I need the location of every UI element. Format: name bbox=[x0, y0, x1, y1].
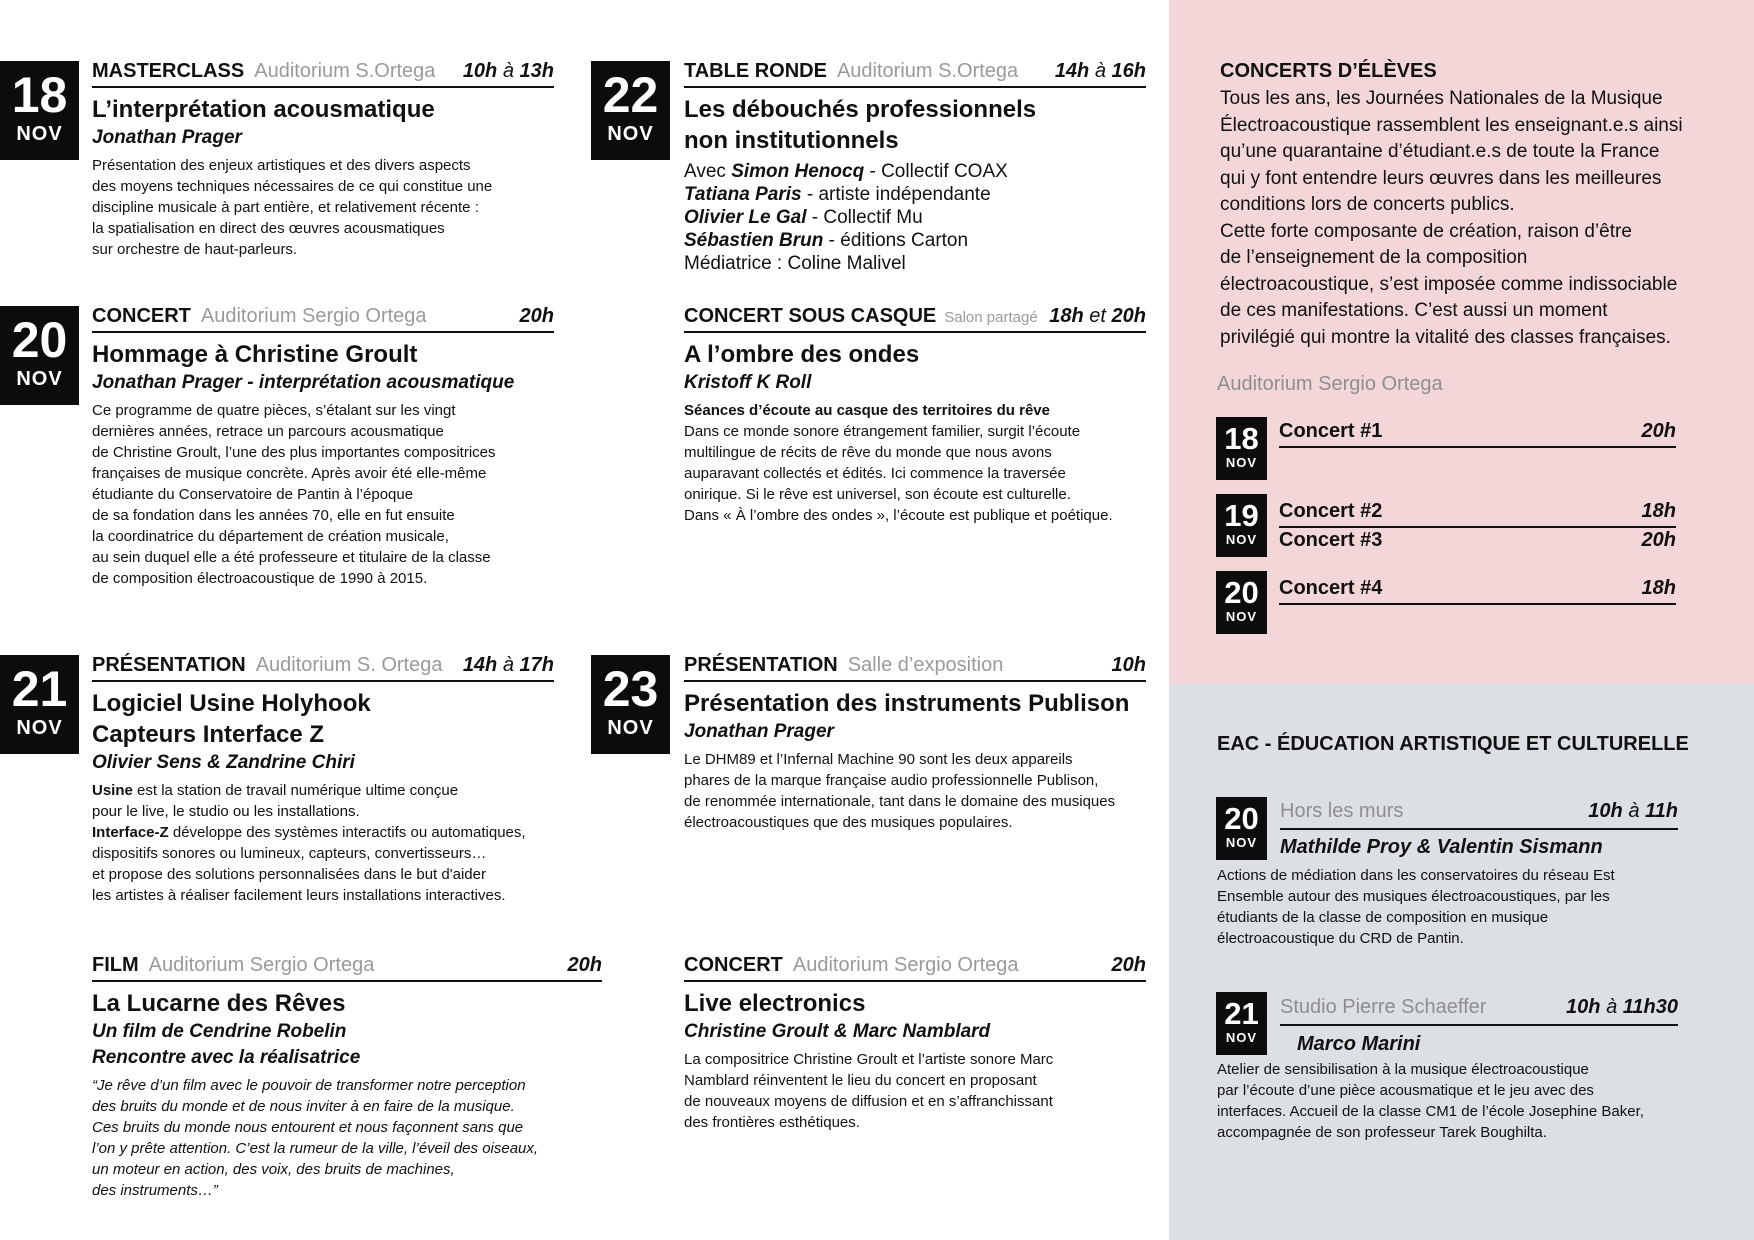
date-month: NOV bbox=[16, 123, 63, 145]
date-badge bbox=[0, 306, 79, 405]
event-quote bbox=[92, 1075, 602, 1201]
description-line: Dans « À l’ombre des ondes », l’écoute est publique et poétique. bbox=[684, 507, 1113, 524]
event-concert-hommage bbox=[92, 305, 554, 589]
event-header bbox=[92, 60, 554, 88]
description-line: discipline musicale à part entière, et relativement récente : bbox=[92, 199, 479, 216]
event-type: MASTERCLASS bbox=[92, 60, 245, 82]
event-subtitle: Olivier Sens & Zandrine Chiri bbox=[92, 752, 355, 773]
description-line: accompagnée de son professeur Tarek Boughilta. bbox=[1217, 1124, 1547, 1141]
quote-line: des bruits du monde et de nous inviter à en faire de la musique. bbox=[92, 1098, 515, 1115]
date-month: NOV bbox=[1225, 532, 1258, 547]
event-location: Auditorium Sergio Ortega bbox=[148, 954, 375, 976]
concert-name: Concert #4 bbox=[1279, 577, 1383, 599]
guest-item bbox=[684, 252, 1146, 275]
event-title: Hommage à Christine Groult bbox=[92, 341, 418, 368]
time-end: 13h bbox=[519, 60, 554, 82]
quote-line: un moteur en action, des voix, des bruits de machines, bbox=[92, 1161, 455, 1178]
date-month: NOV bbox=[607, 123, 654, 145]
event-title bbox=[684, 94, 1146, 156]
description-text: les artistes à réaliser facilement leurs installations interactives. bbox=[92, 887, 506, 904]
quote-line: l’on y prête attention. C’est la rumeur de la ville, l’éveil des oiseaux, bbox=[92, 1140, 539, 1157]
description-line: des frontières esthétiques. bbox=[684, 1114, 860, 1131]
date-badge bbox=[1216, 494, 1267, 557]
description-line: électroacoustique du CRD de Pantin. bbox=[1217, 930, 1464, 947]
event-concert-live bbox=[684, 954, 1146, 1133]
description-line: auparavant collectés et édités. Ici commence la traversée bbox=[684, 465, 1066, 482]
description-line: de sa fondation dans les années 70, elle en fut ensuite bbox=[92, 507, 455, 524]
students-description bbox=[1220, 86, 1730, 351]
event-type: FILM bbox=[92, 954, 139, 976]
event-description bbox=[684, 1049, 1146, 1133]
description-line: Le DHM89 et l’Infernal Machine 90 sont les deux appareils bbox=[684, 751, 1073, 768]
quote-line: des instruments…” bbox=[92, 1182, 218, 1199]
guest-affiliation: - Collectif COAX bbox=[864, 161, 1008, 182]
eac-time bbox=[1588, 800, 1678, 823]
event-description bbox=[92, 780, 592, 906]
description-line: Tous les ans, les Journées Nationales de la Musique bbox=[1220, 88, 1663, 109]
description-line: qu’une quarantaine d’étudiant.e.s de toute la France bbox=[1220, 141, 1660, 162]
quote-line: “Je rêve d’un film avec le pouvoir de transformer notre perception bbox=[92, 1077, 526, 1094]
time-connector: à bbox=[502, 60, 514, 82]
event-subtitle: Christine Groult & Marc Namblard bbox=[684, 1021, 991, 1042]
event-time: 10h bbox=[1111, 654, 1146, 676]
time-end: 16h bbox=[1111, 60, 1146, 82]
description-line: Présentation des enjeux artistiques et des divers aspects bbox=[92, 157, 471, 174]
event-location: Auditorium Sergio Ortega bbox=[200, 305, 427, 327]
concert-time: 18h bbox=[1641, 577, 1676, 599]
description-line: de renommée internationale, tant dans le domaine des musiques bbox=[684, 793, 1116, 810]
description-line: électroacoustiques que des musiques populaires. bbox=[684, 814, 1013, 831]
description-line bbox=[92, 780, 592, 801]
event-header bbox=[684, 954, 1146, 982]
students-location: Auditorium Sergio Ortega bbox=[1217, 373, 1443, 395]
eac-section-title: EAC - ÉDUCATION ARTISTIQUE ET CULTURELLE bbox=[1217, 733, 1689, 755]
description-line: onirique. Si le rêve est universel, son écoute est culturelle. bbox=[684, 486, 1071, 503]
date-badge bbox=[1216, 797, 1267, 860]
title-line: Les débouchés professionnels bbox=[684, 96, 1037, 123]
date-day: 22 bbox=[602, 67, 659, 123]
guest-name: Sébastien Brun bbox=[684, 230, 824, 251]
description-line: multilingue de récits de rêve du monde que nous avons bbox=[684, 444, 1052, 461]
date-day: 20 bbox=[1224, 801, 1259, 836]
event-location: Auditorium S. Ortega bbox=[255, 654, 443, 676]
moderator: Médiatrice : Coline Malivel bbox=[684, 253, 906, 274]
description-line bbox=[92, 843, 592, 864]
eac-item-header bbox=[1280, 996, 1678, 1026]
time-end: 11h30 bbox=[1622, 996, 1678, 1018]
event-description bbox=[92, 155, 554, 260]
description-line: Dans ce monde sonore étrangement familier, surgit l’écoute bbox=[684, 423, 1081, 440]
event-time bbox=[1055, 60, 1146, 83]
date-day: 21 bbox=[11, 661, 68, 717]
eac-item-header bbox=[1280, 800, 1678, 830]
guest-affiliation: - artiste indépendante bbox=[801, 184, 991, 205]
date-badge bbox=[0, 61, 79, 160]
eac-time bbox=[1566, 996, 1678, 1019]
event-description bbox=[684, 400, 1146, 526]
guest-name: Olivier Le Gal bbox=[684, 207, 807, 228]
event-table-ronde bbox=[684, 60, 1146, 275]
description-line: françaises de musique concrète. Après avoir été elle-même bbox=[92, 465, 487, 482]
description-text: et propose des solutions personnalisées dans le but d'aider bbox=[92, 866, 486, 883]
description-lead: Séances d’écoute au casque des territoires du rêve bbox=[684, 402, 1050, 419]
event-description bbox=[92, 400, 554, 589]
time-start: 10h bbox=[462, 60, 498, 82]
description-line: au sein duquel elle a été professeure et titulaire de la classe bbox=[92, 549, 491, 566]
event-header bbox=[684, 60, 1146, 88]
eac-description bbox=[1217, 865, 1717, 949]
description-line: Atelier de sensibilisation à la musique électroacoustique bbox=[1217, 1061, 1589, 1078]
description-line: Namblard réinventent le lieu du concert en proposant bbox=[684, 1072, 1037, 1089]
description-line: conditions lors de concerts publics. bbox=[1220, 194, 1515, 215]
date-badge bbox=[591, 655, 670, 754]
date-badge bbox=[1216, 992, 1267, 1055]
date-month: NOV bbox=[1225, 835, 1258, 850]
time-start: 18h bbox=[1049, 305, 1084, 327]
guest-item bbox=[684, 183, 1146, 206]
description-line: interfaces. Accueil de la classe CM1 de l’école Josephine Baker, bbox=[1217, 1103, 1644, 1120]
date-day: 20 bbox=[1224, 575, 1259, 610]
event-subtitle: Kristoff K Roll bbox=[684, 372, 812, 393]
eac-location: Hors les murs bbox=[1280, 800, 1404, 822]
description-line bbox=[92, 864, 592, 885]
description-emphasis: Usine bbox=[92, 782, 133, 799]
guest-affiliation: - éditions Carton bbox=[823, 230, 969, 251]
event-location: Salle d’exposition bbox=[847, 654, 1004, 676]
event-location: Auditorium S.Ortega bbox=[254, 60, 436, 82]
event-subtitle: Jonathan Prager bbox=[684, 721, 834, 742]
description-line: de composition électroacoustique de 1990 à 2015. bbox=[92, 570, 428, 587]
event-title bbox=[92, 688, 554, 750]
event-location: Auditorium Sergio Ortega bbox=[792, 954, 1019, 976]
event-title: Live electronics bbox=[684, 990, 866, 1017]
date-month: NOV bbox=[607, 717, 654, 739]
event-type: CONCERT bbox=[92, 305, 191, 327]
event-presentation-usine bbox=[92, 654, 554, 906]
time-start: 10h bbox=[1588, 800, 1623, 822]
time-connector: à bbox=[1094, 60, 1106, 82]
description-line: privilégié qui montre la vitalité des classes françaises. bbox=[1220, 326, 1671, 348]
description-line bbox=[92, 885, 592, 906]
description-text: est la station de travail numérique ultime conçue bbox=[132, 782, 459, 799]
description-line: qui y font entendre leurs œuvres dans les meilleures bbox=[1220, 167, 1662, 189]
guest-item bbox=[684, 229, 1146, 252]
description-line: des moyens techniques nécessaires de ce qui constitue une bbox=[92, 178, 493, 195]
date-day: 20 bbox=[11, 312, 68, 368]
date-day: 21 bbox=[1224, 996, 1259, 1031]
description-line: dernières années, retrace un parcours acousmatique bbox=[92, 423, 444, 440]
description-line: Ensemble autour des musiques électroacoustiques, par les bbox=[1217, 888, 1610, 905]
time-start: 14h bbox=[1054, 60, 1090, 82]
event-time: 20h bbox=[567, 954, 602, 976]
guest-prefix: Avec bbox=[684, 161, 732, 182]
guest-list bbox=[684, 160, 1146, 275]
concert-row bbox=[1279, 420, 1676, 448]
event-title: L’interprétation acousmatique bbox=[92, 96, 435, 123]
guest-name: Tatiana Paris bbox=[684, 184, 802, 205]
description-text: pour le live, le studio ou les installations. bbox=[92, 803, 360, 820]
concert-row bbox=[1279, 577, 1676, 605]
date-day: 19 bbox=[1224, 498, 1259, 533]
date-badge bbox=[591, 61, 670, 160]
event-location: Salon partagé bbox=[944, 309, 1038, 326]
time-connector: à bbox=[1628, 800, 1640, 822]
date-day: 18 bbox=[11, 67, 68, 123]
time-end: 20h bbox=[1111, 305, 1146, 327]
date-badge bbox=[1216, 571, 1267, 634]
event-presentation-publison bbox=[684, 654, 1146, 833]
eac-panel bbox=[1169, 684, 1754, 1240]
title-line: Logiciel Usine Holyhook bbox=[92, 690, 371, 717]
description-line: Ce programme de quatre pièces, s’étalant sur les vingt bbox=[92, 402, 456, 419]
guest-name: Simon Henocq bbox=[731, 161, 865, 182]
event-header bbox=[684, 305, 1146, 333]
date-month: NOV bbox=[1225, 1030, 1258, 1045]
event-type: PRÉSENTATION bbox=[92, 654, 246, 676]
event-description bbox=[684, 749, 1146, 833]
description-line: la spatialisation en direct des œuvres acousmatiques bbox=[92, 220, 445, 237]
quote-line: Ces bruits du monde nous entourent et nous façonnent sans que bbox=[92, 1119, 524, 1136]
description-line: de Christine Groult, l’une des plus importantes compositrices bbox=[92, 444, 496, 461]
description-line: sur orchestre de haut-parleurs. bbox=[92, 241, 298, 258]
guest-affiliation: - Collectif Mu bbox=[806, 207, 923, 228]
description-emphasis: Interface-Z bbox=[92, 824, 169, 841]
description-line bbox=[92, 822, 592, 843]
time-end: 17h bbox=[519, 654, 554, 676]
event-header bbox=[684, 654, 1146, 682]
concert-time: 18h bbox=[1641, 500, 1676, 522]
event-time: 20h bbox=[1111, 954, 1146, 976]
description-line: étudiante du Conservatoire de Pantin à l’époque bbox=[92, 486, 414, 503]
description-line: Cette forte composante de création, raison d’être bbox=[1220, 220, 1632, 242]
concert-name: Concert #2 bbox=[1279, 500, 1383, 522]
event-subtitle: Jonathan Prager - interprétation acousmatique bbox=[92, 372, 515, 393]
event-title: A l’ombre des ondes bbox=[684, 341, 920, 368]
description-text: dispositifs sonores ou lumineux, capteurs, convertisseurs… bbox=[92, 845, 487, 862]
time-start: 14h bbox=[462, 654, 498, 676]
description-line: par l’écoute d’une pièce acousmatique et le jeu avec des bbox=[1217, 1082, 1594, 1099]
description-line: Électroacoustique rassemblent les enseignant.e.s ainsi bbox=[1220, 114, 1683, 136]
event-title: Présentation des instruments Publison bbox=[684, 690, 1130, 717]
event-type: PRÉSENTATION bbox=[684, 654, 838, 676]
event-time bbox=[463, 60, 554, 83]
eac-location: Studio Pierre Schaeffer bbox=[1280, 996, 1487, 1018]
date-month: NOV bbox=[16, 368, 63, 390]
description-line: électroacoustique, s’est imposée comme indissociable bbox=[1220, 273, 1678, 295]
concert-row bbox=[1279, 500, 1676, 528]
students-section-title: CONCERTS D’ÉLÈVES bbox=[1220, 60, 1437, 82]
event-film bbox=[92, 954, 602, 1201]
event-type: CONCERT bbox=[684, 954, 783, 976]
event-header bbox=[92, 305, 554, 333]
title-line: non institutionnels bbox=[684, 127, 899, 154]
event-subtitle: Rencontre avec la réalisatrice bbox=[92, 1047, 361, 1068]
event-location: Auditorium S.Ortega bbox=[836, 60, 1019, 82]
event-type: TABLE RONDE bbox=[684, 60, 827, 82]
concert-name: Concert #1 bbox=[1279, 420, 1383, 442]
date-month: NOV bbox=[1225, 609, 1258, 624]
time-connector: et bbox=[1089, 305, 1106, 327]
description-line: de ces manifestations. C’est aussi un moment bbox=[1220, 300, 1608, 321]
event-time: 20h bbox=[519, 305, 554, 327]
event-header bbox=[92, 954, 602, 982]
time-connector: à bbox=[1606, 996, 1618, 1018]
description-line bbox=[92, 801, 592, 822]
date-day: 18 bbox=[1224, 421, 1259, 456]
event-masterclass bbox=[92, 60, 554, 260]
concert-row bbox=[1279, 529, 1676, 557]
title-line: Capteurs Interface Z bbox=[92, 721, 325, 748]
guest-item bbox=[684, 160, 1146, 183]
concert-name: Concert #3 bbox=[1279, 529, 1383, 551]
description-line: de nouveaux moyens de diffusion et en s’affranchissant bbox=[684, 1093, 1053, 1110]
description-line: La compositrice Christine Groult et l’artiste sonore Marc bbox=[684, 1051, 1054, 1068]
description-line: la coordinatrice du département de création musicale, bbox=[92, 528, 449, 545]
event-subtitle: Jonathan Prager bbox=[92, 127, 242, 148]
guest-item bbox=[684, 206, 1146, 229]
event-time bbox=[463, 654, 554, 677]
description-text: développe des systèmes interactifs ou automatiques, bbox=[168, 824, 526, 841]
date-month: NOV bbox=[16, 717, 63, 739]
time-start: 10h bbox=[1566, 996, 1601, 1018]
date-badge bbox=[1216, 417, 1267, 480]
date-badge bbox=[0, 655, 79, 754]
concert-time: 20h bbox=[1641, 420, 1676, 442]
concert-time: 20h bbox=[1641, 529, 1676, 551]
time-end: 11h bbox=[1645, 800, 1678, 822]
eac-participants: Marco Marini bbox=[1297, 1033, 1421, 1055]
eac-description bbox=[1217, 1059, 1737, 1143]
description-line: Actions de médiation dans les conservatoires du réseau Est bbox=[1217, 867, 1615, 884]
date-month: NOV bbox=[1225, 455, 1258, 470]
event-header bbox=[92, 654, 554, 682]
description-line: étudiants de la classe de composition en musique bbox=[1217, 909, 1549, 926]
time-connector: à bbox=[502, 654, 514, 676]
eac-participants: Mathilde Proy & Valentin Sismann bbox=[1280, 836, 1603, 858]
date-day: 23 bbox=[602, 661, 659, 717]
description-line: phares de la marque française audio professionnelle Publison, bbox=[684, 772, 1099, 789]
event-concert-sous-casque bbox=[684, 305, 1146, 526]
event-time bbox=[1049, 305, 1146, 328]
event-type: CONCERT SOUS CASQUE bbox=[684, 305, 937, 327]
description-line: de l’enseignement de la composition bbox=[1220, 247, 1528, 268]
event-subtitle: Un film de Cendrine Robelin bbox=[92, 1021, 347, 1042]
event-title: La Lucarne des Rêves bbox=[92, 990, 346, 1017]
